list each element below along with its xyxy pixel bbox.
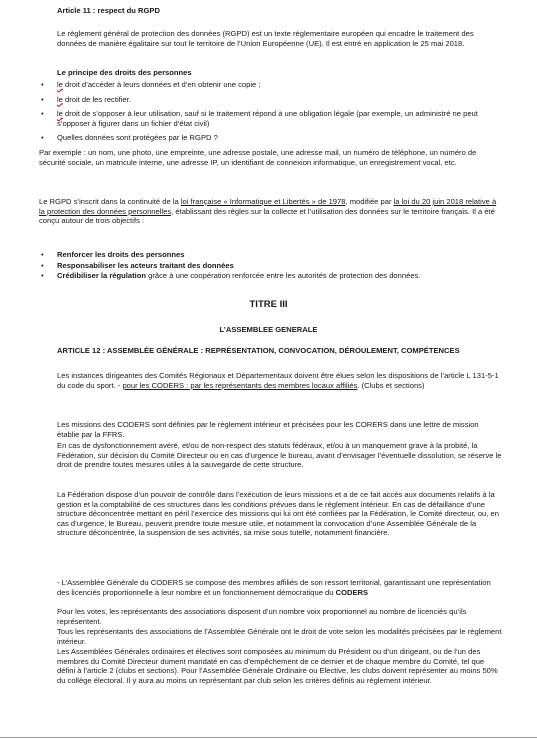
law-text-2: , modifiée par — [345, 197, 394, 206]
rights-item-le: le — [57, 94, 63, 104]
objective-bold: Renforcer les droits des personnes — [57, 250, 185, 259]
objective-text: grâce à une coopération renforcée entre les autorités de protection des données. — [146, 271, 421, 281]
objective-bold: Crédibiliser la régulation — [57, 271, 147, 281]
law-link-1978[interactable]: loi française « Informatique et Libertés » de 1978 — [180, 197, 346, 206]
rights-item-text: droit de s’opposer à leur utilisation, sauf si le traitement répond à une obligation légale (par exemple, un administré ne peut s’opposer à figurer dans un fichier d’état civil) — [57, 109, 478, 128]
instances-underlined: pour les CODERS : par les représentants des membres locaux affiliés — [122, 380, 358, 390]
dysfonction-paragraph: En cas de dysfonctionnement avéré, et/ou de non-respect des statuts fédéraux, et/ou à un manquement grave à la probité, la Fédération, sur décision du Comité Directeur ou en cas d’urgence le bureau, avant d’envisager l’éventuelle dissolution, se réserve le droit de prendre toutes mesures utiles à la sauvegarde de cette structure. — [57, 441, 502, 470]
objective-bold: Responsabiliser les acteurs traitant des données — [57, 260, 234, 270]
rights-item-le: le — [57, 109, 63, 119]
controle-paragraph: La Fédération dispose d’un pouvoir de contrôle dans l’exécution de leurs missions et a de ce fait accès aux documents relatifs à la gestion et la comptabilité de ces structures dans les conditions prévues dans le règlement intérieur. En cas de défaillance d’une structure déconcentrée mettant en péril l’exercice des missions qui lui ont été confiées par la Fédération, le Comité directeur, ou, en cas d’urgence, le Bureau, peuvent prendre toute mesure utile, et notamment la convocation d’une Assemblée Générale de la structure déconcentrée, la suspension de ses activités, sa mise sous tutelle, notamment financière. — [57, 490, 499, 538]
rights-item-text: droit de les rectifier. — [62, 94, 131, 104]
missions-paragraph: Les missions des CODERS sont définies par le règlement intérieur et précisées pour les CORERS dans une lettre de mission établie par la FFRS. — [57, 420, 479, 439]
rights-item-text: droit d’accéder à leurs données et d’en obtenir une copie ; — [62, 80, 261, 89]
law-text-3: , établissant des règles sur la collecte et l’utilisation des données sur le territoire français. Il a été conçu autour de trois objectifs : — [39, 206, 495, 226]
law-link-2018[interactable]: la loi du 20 juin 2018 relative à la protection des données personnelles — [39, 197, 497, 216]
rights-item-text: Quelles données sont protégées par le RGPD ? — [57, 133, 218, 143]
objectives-list — [39, 250, 503, 281]
rights-item — [39, 95, 503, 105]
votes-paragraph: Pour les votes, les représentants des associations disposent d’un nombre voix proportionnel au nombre de licenciés qu’ils représentent. — [57, 607, 467, 626]
instances-paragraph — [57, 371, 505, 390]
law-paragraph — [39, 197, 501, 226]
law-text-1: Le RGPD s’inscrit dans la continuité de la — [39, 197, 181, 206]
rights-item — [39, 133, 503, 143]
tous-paragraph: Tous les représentants des associations de l’Assemblée Générale ont le droit de vote selon les modalités précisées par le règlement intérieur. — [57, 627, 502, 646]
ag-coders-bold: CODERS — [335, 587, 369, 597]
objective-item — [39, 271, 503, 281]
rgpd-intro: Le règlement général de protection des données (RGPD) est un texte règlementaire européen qui encadre le traitement des données de manière égalitaire sur tout le territoire de l’Union Européenne (UE). Il est entré en application le 25 mai 2018. — [57, 29, 474, 48]
ag-ordinaires-paragraph: Les Assemblées Générales ordinaires et électives sont composées au minimum du Président ou d’un dirigeant, ou de l’un des membres du Comité Directeur dument mandaté en cas d’empêchement de ce dernier et de chaque membre du Comité, tel que défini à l’article 2 (clubs et sections). Pour l’Assemblée Générale Ordinaire ou Elective, les clubs doivent représenter au moins 50% du collège électoral. Il y aura au moins un représentant par club selon les critères définis au règlement intérieur. — [57, 647, 498, 685]
example-paragraph: Par exemple : un nom, une photo, une empreinte, une adresse postale, une adresse mail, un numéro de téléphone, un numéro de sécurité sociale, un matricule interne, une adresse IP, un identifiant de connexion informatique, un enregistrement vocal, etc. — [39, 148, 477, 167]
instances-text-1: Les instances dirigeantes des Comités Régionaux et Départementaux doivent être élues selon les dispositions de l’article L 131-5-1 du code du sport. - — [57, 371, 499, 390]
titre-iii-heading: TITRE III — [249, 299, 288, 310]
article-12-title: ARTICLE 12 : ASSEMBLÉE GÉNÉRALE : REPRÉSENTATION, CONVOCATION, DÉROULEMENT, COMPÉTENCES — [57, 346, 460, 355]
rights-list — [39, 80, 503, 143]
ag-composition-text: - L’Assemblée Générale du CODERS se compose des membres affiliés de son ressort territorial, garantissant une représentation des licenciés proportionnelle à leur nombre et un fonctionnement démocratique du — [57, 578, 491, 597]
principle-heading: Le principe des droits des personnes — [57, 68, 192, 77]
rights-item — [39, 80, 503, 90]
rights-item — [39, 109, 503, 128]
ag-composition-paragraph — [57, 578, 503, 597]
page-bottom-rule — [0, 737, 537, 738]
rights-item-le: le — [57, 80, 63, 89]
objective-item — [39, 250, 503, 260]
article-11-title: Article 11 : respect du RGPD — [57, 6, 160, 15]
instances-text-2: . (Clubs et sections) — [357, 380, 425, 390]
assemblee-generale-heading: L’ASSEMBLEE GENERALE — [219, 325, 318, 334]
objective-item — [39, 261, 503, 271]
